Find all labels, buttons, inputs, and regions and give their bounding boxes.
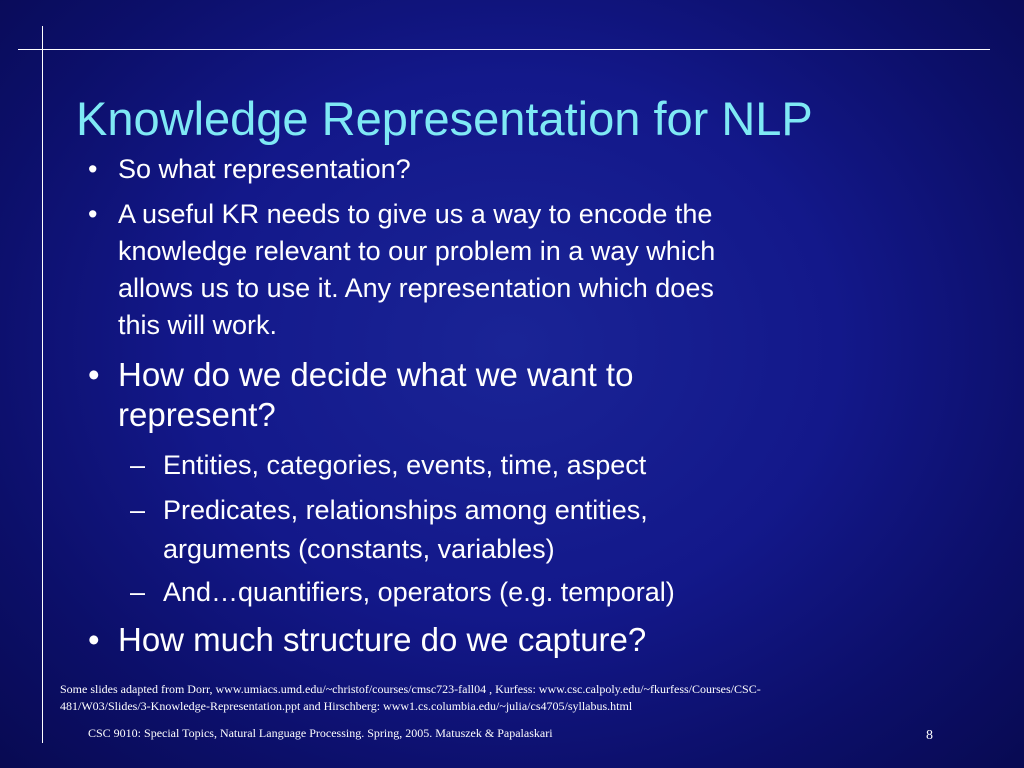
credit-line: Some slides adapted from Dorr, www.umiacs.umd.edu/~christof/courses/cmsc723-fall04 , Kurfess: www.csc.calpoly.edu/~fkurfess/Courses/CSC- <box>60 682 761 696</box>
bullet-line: How do we decide what we want to <box>118 356 634 393</box>
bullet-line: So what representation? <box>118 154 411 184</box>
bullet-line: How much structure do we capture? <box>118 621 647 658</box>
bullet-text <box>118 620 646 660</box>
bullet-line: represent? <box>118 396 276 433</box>
dash-marker: – <box>130 450 146 480</box>
bullet-line: A useful KR needs to give us a way to encode the <box>118 199 713 229</box>
bullet-line: this will work. <box>118 310 278 340</box>
bullet-line: knowledge relevant to our problem in a way which <box>118 236 716 266</box>
page-number: 8 <box>926 728 933 743</box>
slide-title: Knowledge Representation for NLP <box>76 92 813 145</box>
bullet-text <box>118 151 411 188</box>
credit-line: 481/W03/Slides/3-Knowledge-Representation.ppt and Hirschberg: www1.cs.columbia.edu/~julia/cs4705/syllabus.html <box>60 699 633 713</box>
bullet-marker: • <box>88 356 100 393</box>
bullet-line: Entities, categories, events, time, aspect <box>163 450 647 480</box>
bullet-marker: • <box>88 621 100 658</box>
dash-marker: – <box>130 577 146 607</box>
bullet-marker: • <box>88 154 98 184</box>
sub-bullet-text <box>163 573 675 612</box>
bullet-line: Predicates, relationships among entities, <box>163 495 648 525</box>
bullet-text <box>118 196 715 344</box>
bullet-line: And…quantifiers, operators (e.g. temporal) <box>163 577 675 607</box>
bullet-text <box>118 355 633 435</box>
sub-bullet-text <box>163 446 646 485</box>
course-footer: CSC 9010: Special Topics, Natural Language Processing. Spring, 2005. Matuszek & Papalaskari <box>88 726 553 740</box>
source-credit <box>60 681 920 715</box>
dash-marker: – <box>130 495 146 525</box>
sub-bullet-text <box>163 491 648 569</box>
bullet-line: allows us to use it. Any representation which does <box>118 273 714 303</box>
bullet-line: arguments (constants, variables) <box>163 534 555 564</box>
bullet-marker: • <box>88 199 98 229</box>
